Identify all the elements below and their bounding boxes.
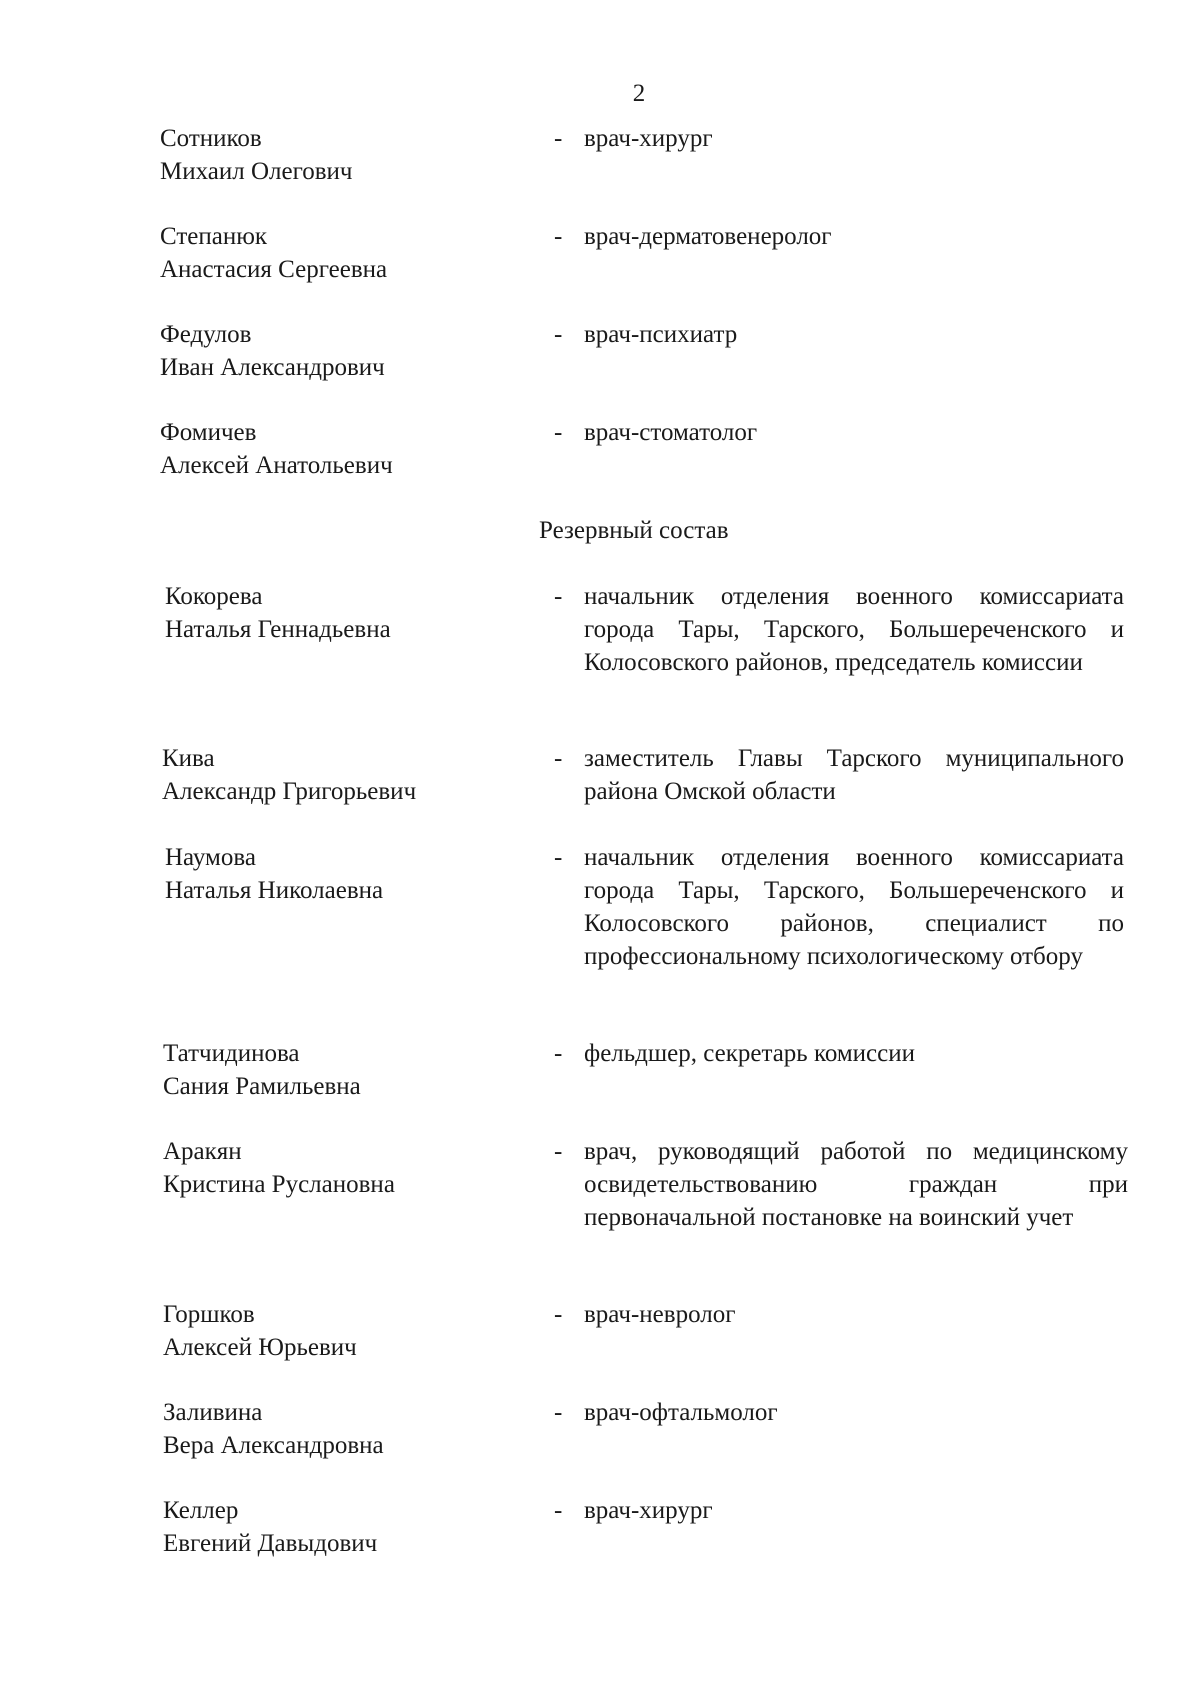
role-text: начальник отделения военного комиссариата города Тары, Тарского, Большереченского и Колосовского районов, специалист по профессиональному психологическому отбору — [584, 844, 1124, 970]
member-given-names: Алексей Анатольевич — [160, 452, 393, 479]
role-text: врач-стоматолог — [584, 419, 758, 446]
role-text: фельдшер, секретарь комиссии — [584, 1040, 916, 1067]
role-text: врач-хирург — [584, 125, 713, 152]
member-surname: Степанюк — [160, 223, 268, 250]
member-name — [163, 1494, 523, 1560]
member-surname: Кокорева — [165, 583, 263, 610]
member-surname: Кива — [162, 745, 215, 772]
member-name — [163, 1135, 523, 1201]
role-text: врач-офтальмолог — [584, 1399, 778, 1426]
member-given-names: Алексей Юрьевич — [163, 1334, 357, 1361]
role-dash: - — [554, 745, 563, 772]
member-surname: Федулов — [160, 321, 252, 348]
member-name — [163, 1298, 523, 1364]
member-name — [162, 742, 522, 808]
member-surname: Заливина — [163, 1399, 263, 1426]
member-name — [160, 416, 520, 482]
member-name — [163, 1396, 523, 1462]
role-dash: - — [554, 125, 563, 152]
member-name — [165, 841, 525, 907]
role-dash: - — [554, 1497, 563, 1524]
role-text: врач, руководящий работой по медицинскому освидетельствованию граждан при первоначальной постановке на воинский учет — [584, 1138, 1128, 1231]
member-name — [165, 580, 525, 646]
member-surname: Наумова — [165, 844, 256, 871]
member-surname: Татчидинова — [163, 1040, 300, 1067]
role-dash: - — [554, 223, 563, 250]
role-text: врач-психиатр — [584, 321, 738, 348]
member-given-names: Евгений Давыдович — [163, 1530, 378, 1557]
role-text: врач-хирург — [584, 1497, 713, 1524]
member-surname: Келлер — [163, 1497, 239, 1524]
role-dash: - — [554, 583, 563, 610]
role-dash: - — [554, 1399, 563, 1426]
member-surname: Фомичев — [160, 419, 257, 446]
member-given-names: Анастасия Сергеевна — [160, 256, 388, 283]
role-text: начальник отделения военного комиссариата города Тары, Тарского, Большереченского и Колосовского районов, председатель комиссии — [584, 583, 1124, 676]
role-dash: - — [554, 1040, 563, 1067]
member-given-names: Кристина Руслановна — [163, 1171, 395, 1198]
member-given-names: Наталья Николаевна — [165, 877, 384, 904]
role-text: заместитель Главы Тарского муниципального района Омской области — [584, 745, 1124, 805]
member-given-names: Иван Александрович — [160, 354, 385, 381]
role-dash: - — [554, 1301, 563, 1328]
role-dash: - — [554, 844, 563, 871]
member-given-names: Сания Рамильевна — [163, 1073, 361, 1100]
member-name — [163, 1037, 523, 1103]
member-surname: Аракян — [163, 1138, 242, 1165]
role-dash: - — [554, 1138, 563, 1165]
page-number: 2 — [632, 80, 646, 107]
member-given-names: Михаил Олегович — [160, 158, 353, 185]
role-text: врач-дерматовенеролог — [584, 223, 832, 250]
role-dash: - — [554, 321, 563, 348]
member-name — [160, 122, 520, 188]
member-name — [160, 220, 520, 286]
member-surname: Сотников — [160, 125, 262, 152]
role-dash: - — [554, 419, 563, 446]
member-surname: Горшков — [163, 1301, 255, 1328]
reserve-heading: Резервный состав — [539, 517, 729, 544]
member-given-names: Наталья Геннадьевна — [165, 616, 391, 643]
member-given-names: Вера Александровна — [163, 1432, 384, 1459]
member-name — [160, 318, 520, 384]
member-given-names: Александр Григорьевич — [162, 778, 417, 805]
role-text: врач-невролог — [584, 1301, 736, 1328]
